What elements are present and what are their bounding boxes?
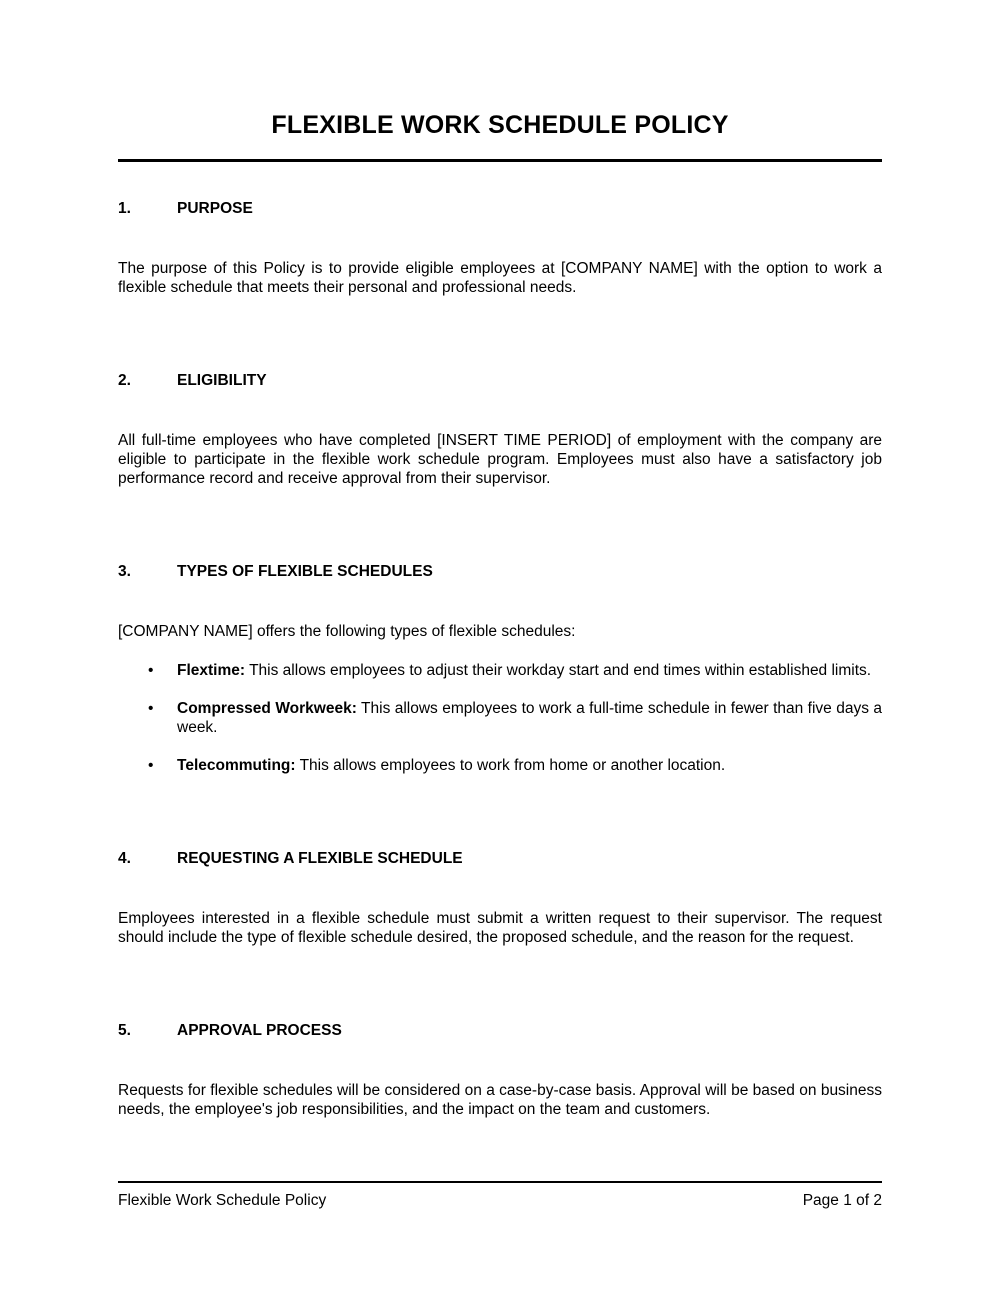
bullet-icon: •	[148, 662, 154, 679]
section-heading-requesting	[118, 850, 882, 868]
section-heading-text: REQUESTING A FLEXIBLE SCHEDULE	[177, 850, 463, 867]
title-rule	[118, 159, 882, 162]
section-paragraph-approval: Requests for flexible schedules will be considered on a case-by-case basis. Approval will be based on business needs, the employee's job responsibilities, and the impact on the team and customers.	[118, 1082, 882, 1118]
section-paragraph-eligibility: All full-time employees who have completed [INSERT TIME PERIOD] of employment with the company are eligible to participate in the flexible work schedule program. Employees must also have a satisfactory job performance record and receive approval from their supervisor.	[118, 432, 882, 487]
section-heading-types	[118, 563, 882, 581]
page-footer	[118, 1181, 882, 1210]
document-title: FLEXIBLE WORK SCHEDULE POLICY	[271, 111, 729, 139]
section-paragraph-requesting: Employees interested in a flexible schedule must submit a written request to their supervisor. The request should include the type of flexible schedule desired, the proposed schedule, and the reason for the request.	[118, 910, 882, 946]
list-item-compressed-workweek	[118, 699, 882, 737]
bullet-text: This allows employees to work from home or another location.	[299, 757, 726, 774]
section-heading-purpose	[118, 200, 882, 218]
list-item-telecommuting	[118, 756, 882, 775]
footer-row	[118, 1191, 882, 1210]
bullet-text: This allows employees to adjust their workday start and end times within established limits.	[249, 662, 872, 679]
bullet-label: Compressed Workweek:	[177, 700, 357, 717]
section-number: 3.	[118, 563, 131, 580]
bullet-label: Telecommuting:	[177, 757, 296, 774]
section-heading-text: ELIGIBILITY	[177, 372, 267, 389]
footer-document-title: Flexible Work Schedule Policy	[118, 1192, 327, 1209]
list-item-flextime	[118, 661, 882, 680]
section-number: 5.	[118, 1022, 131, 1039]
flexible-schedule-types-list	[118, 661, 882, 775]
bullet-text: This allows employees to work a full-time schedule in fewer than five days a week.	[177, 700, 883, 736]
section-heading-approval	[118, 1022, 882, 1040]
footer-page-number: Page 1 of 2	[802, 1192, 882, 1209]
bullet-label: Flextime:	[177, 662, 246, 679]
section-paragraph-purpose: The purpose of this Policy is to provide eligible employees at [COMPANY NAME] with the option to work a flexible schedule that meets their personal and professional needs.	[118, 260, 882, 296]
section-heading-eligibility	[118, 372, 882, 390]
bullet-icon: •	[148, 700, 154, 717]
section-heading-text: PURPOSE	[177, 200, 253, 217]
section-number: 4.	[118, 850, 131, 867]
section-heading-text: TYPES OF FLEXIBLE SCHEDULES	[177, 563, 433, 580]
section-heading-text: APPROVAL PROCESS	[177, 1022, 342, 1039]
footer-rule	[118, 1181, 882, 1183]
bullet-icon: •	[148, 757, 154, 774]
section-paragraph-types-intro: [COMPANY NAME] offers the following types of flexible schedules:	[118, 623, 576, 640]
section-number: 2.	[118, 372, 131, 389]
section-number: 1.	[118, 200, 131, 217]
